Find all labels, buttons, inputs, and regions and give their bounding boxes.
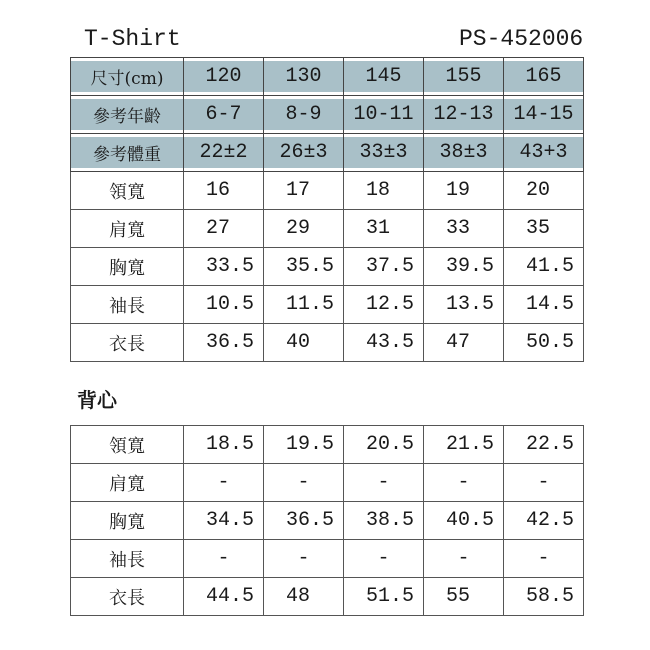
measure-cell: 44.5 — [184, 578, 264, 616]
row-label: 胸寬 — [71, 502, 184, 540]
measure-cell: 11.5 — [264, 286, 344, 324]
measure-cell: 47 — [424, 324, 504, 362]
measure-cell: 27 — [184, 210, 264, 248]
size-cell: 155 — [424, 58, 504, 96]
measure-cell: 16 — [184, 172, 264, 210]
header-label: 參考年齡 — [71, 96, 184, 134]
table-row — [71, 578, 584, 616]
measure-cell: 31 — [344, 210, 424, 248]
row-label: 領寬 — [71, 426, 184, 464]
measure-cell: 34.5 — [184, 502, 264, 540]
age-cell: 6-7 — [184, 96, 264, 134]
table-row — [71, 540, 584, 578]
size-cell: 130 — [264, 58, 344, 96]
measure-cell: - — [504, 540, 584, 578]
measure-cell: 38.5 — [344, 502, 424, 540]
measure-cell: 19 — [424, 172, 504, 210]
measure-cell: 36.5 — [264, 502, 344, 540]
measure-cell: - — [504, 464, 584, 502]
measure-cell: 29 — [264, 210, 344, 248]
measure-cell: 43.5 — [344, 324, 424, 362]
measure-cell: 20.5 — [344, 426, 424, 464]
header-label: 尺寸(cm) — [71, 58, 184, 96]
header-label: 參考體重 — [71, 134, 184, 172]
measure-cell: 22.5 — [504, 426, 584, 464]
measure-cell: 18 — [344, 172, 424, 210]
measure-cell: - — [344, 464, 424, 502]
age-cell: 12-13 — [424, 96, 504, 134]
measure-cell: 12.5 — [344, 286, 424, 324]
measure-cell: - — [264, 464, 344, 502]
measure-cell: - — [424, 540, 504, 578]
row-label: 肩寬 — [71, 210, 184, 248]
measure-cell: 33.5 — [184, 248, 264, 286]
measure-cell: 17 — [264, 172, 344, 210]
measure-cell: - — [344, 540, 424, 578]
measure-cell: 58.5 — [504, 578, 584, 616]
measure-cell: 20 — [504, 172, 584, 210]
measure-cell: 35 — [504, 210, 584, 248]
measure-cell: - — [424, 464, 504, 502]
table-row — [71, 248, 584, 286]
measure-cell: 51.5 — [344, 578, 424, 616]
measure-cell: 13.5 — [424, 286, 504, 324]
size-cell: 120 — [184, 58, 264, 96]
age-header-row — [71, 96, 584, 134]
measure-cell: 21.5 — [424, 426, 504, 464]
measure-cell: - — [264, 540, 344, 578]
measure-cell: - — [184, 540, 264, 578]
measure-cell: 10.5 — [184, 286, 264, 324]
measure-cell: - — [184, 464, 264, 502]
age-cell: 14-15 — [504, 96, 584, 134]
weight-cell: 22±2 — [184, 134, 264, 172]
measure-cell: 14.5 — [504, 286, 584, 324]
age-cell: 8-9 — [264, 96, 344, 134]
row-label: 肩寬 — [71, 464, 184, 502]
measure-cell: 48 — [264, 578, 344, 616]
table-row — [71, 172, 584, 210]
table-row — [71, 286, 584, 324]
weight-cell: 38±3 — [424, 134, 504, 172]
table-row — [71, 210, 584, 248]
product-title: T-Shirt — [84, 26, 181, 52]
product-code: PS-452006 — [459, 26, 584, 52]
row-label: 袖長 — [71, 540, 184, 578]
row-label: 胸寬 — [71, 248, 184, 286]
measure-cell: 40.5 — [424, 502, 504, 540]
vest-size-table — [70, 425, 584, 616]
measure-cell: 33 — [424, 210, 504, 248]
measure-cell: 50.5 — [504, 324, 584, 362]
measure-cell: 35.5 — [264, 248, 344, 286]
measure-cell: 18.5 — [184, 426, 264, 464]
row-label: 領寬 — [71, 172, 184, 210]
measure-cell: 37.5 — [344, 248, 424, 286]
table-row — [71, 324, 584, 362]
table-row — [71, 426, 584, 464]
row-label: 衣長 — [71, 324, 184, 362]
size-cell: 165 — [504, 58, 584, 96]
table-row — [71, 464, 584, 502]
tshirt-size-table — [70, 57, 584, 362]
measure-cell: 39.5 — [424, 248, 504, 286]
age-cell: 10-11 — [344, 96, 424, 134]
row-label: 袖長 — [71, 286, 184, 324]
measure-cell: 19.5 — [264, 426, 344, 464]
measure-cell: 41.5 — [504, 248, 584, 286]
weight-cell: 26±3 — [264, 134, 344, 172]
size-header-row — [71, 58, 584, 96]
measure-cell: 42.5 — [504, 502, 584, 540]
row-label: 衣長 — [71, 578, 184, 616]
measure-cell: 40 — [264, 324, 344, 362]
size-cell: 145 — [344, 58, 424, 96]
weight-cell: 43+3 — [504, 134, 584, 172]
table-row — [71, 502, 584, 540]
weight-cell: 33±3 — [344, 134, 424, 172]
weight-header-row — [71, 134, 584, 172]
measure-cell: 55 — [424, 578, 504, 616]
measure-cell: 36.5 — [184, 324, 264, 362]
vest-section-title: 背心 — [77, 388, 117, 412]
